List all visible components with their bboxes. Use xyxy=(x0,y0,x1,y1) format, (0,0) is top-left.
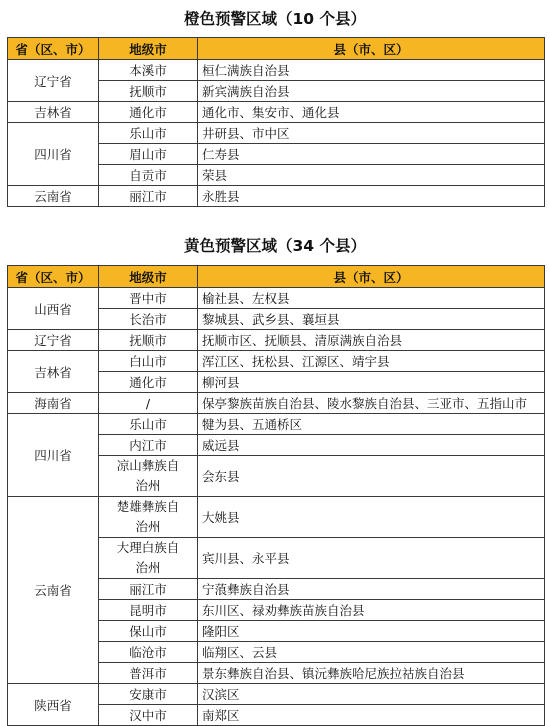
header-province: 省（区、市） xyxy=(8,38,99,60)
yellow-title: 黄色预警区域（34 个县） xyxy=(184,237,366,255)
city-cell: 保山市 xyxy=(99,621,198,642)
city-cell: 凉山彝族自治州 xyxy=(99,456,198,497)
province-cell: 云南省 xyxy=(8,186,99,207)
table-row xyxy=(8,684,545,705)
city-cell: 安康市 xyxy=(99,684,198,705)
table-header-row xyxy=(8,38,545,60)
orange-title: 橙色预警区域（10 个县） xyxy=(184,10,366,28)
city-cell: 眉山市 xyxy=(99,144,198,165)
table-row xyxy=(8,351,545,372)
county-cell: 仁寿县 xyxy=(198,144,545,165)
county-cell: 井研县、市中区 xyxy=(198,123,545,144)
province-cell: 云南省 xyxy=(8,497,99,684)
table-row xyxy=(8,60,545,81)
city-cell: 普洱市 xyxy=(99,663,198,684)
county-cell: 宁蒗彝族自治县 xyxy=(198,579,545,600)
header-county: 县（市、区） xyxy=(198,38,545,60)
header-province: 省（区、市） xyxy=(8,266,99,288)
county-cell: 东川区、禄劝彝族苗族自治县 xyxy=(198,600,545,621)
province-cell: 陕西省 xyxy=(8,684,99,726)
orange-warning-table xyxy=(7,37,545,207)
city-cell: 抚顺市 xyxy=(99,81,198,102)
city-cell: 临沧市 xyxy=(99,642,198,663)
table-row xyxy=(8,123,545,144)
table-row xyxy=(8,497,545,538)
province-cell: 四川省 xyxy=(8,123,99,186)
table-body xyxy=(8,288,545,726)
county-cell: 新宾满族自治县 xyxy=(198,81,545,102)
city-cell: 白山市 xyxy=(99,351,198,372)
header-county: 县（市、区） xyxy=(198,266,545,288)
county-cell: 临翔区、云县 xyxy=(198,642,545,663)
province-cell: 吉林省 xyxy=(8,102,99,123)
county-cell: 保亭黎族苗族自治县、陵水黎族自治县、三亚市、五指山市 xyxy=(198,393,545,414)
city-cell: 抚顺市 xyxy=(99,330,198,351)
county-cell: 柳河县 xyxy=(198,372,545,393)
county-cell: 会东县 xyxy=(198,456,545,497)
header-city: 地级市 xyxy=(99,266,198,288)
province-cell: 山西省 xyxy=(8,288,99,330)
province-cell: 四川省 xyxy=(8,414,99,497)
province-cell: 吉林省 xyxy=(8,351,99,393)
table-row xyxy=(8,102,545,123)
county-cell: 威远县 xyxy=(198,435,545,456)
county-cell: 抚顺市区、抚顺县、清原满族自治县 xyxy=(198,330,545,351)
city-cell: 丽江市 xyxy=(99,579,198,600)
county-cell: 南郑区 xyxy=(198,705,545,726)
table-row xyxy=(8,288,545,309)
province-cell: 辽宁省 xyxy=(8,60,99,102)
header-city: 地级市 xyxy=(99,38,198,60)
city-cell: 汉中市 xyxy=(99,705,198,726)
city-cell: 丽江市 xyxy=(99,186,198,207)
city-cell: 本溪市 xyxy=(99,60,198,81)
city-cell: 乐山市 xyxy=(99,414,198,435)
county-cell: 荣县 xyxy=(198,165,545,186)
province-cell: 海南省 xyxy=(8,393,99,414)
province-cell: 辽宁省 xyxy=(8,330,99,351)
city-cell: 自贡市 xyxy=(99,165,198,186)
yellow-warning-table xyxy=(7,265,545,726)
county-cell: 桓仁满族自治县 xyxy=(198,60,545,81)
county-cell: 汉滨区 xyxy=(198,684,545,705)
city-cell: 楚雄彝族自治州 xyxy=(99,497,198,538)
city-cell: 长治市 xyxy=(99,309,198,330)
county-cell: 黎城县、武乡县、襄垣县 xyxy=(198,309,545,330)
county-cell: 犍为县、五通桥区 xyxy=(198,414,545,435)
county-cell: 榆社县、左权县 xyxy=(198,288,545,309)
county-cell: 永胜县 xyxy=(198,186,545,207)
county-cell: 宾川县、永平县 xyxy=(198,538,545,579)
city-cell: 通化市 xyxy=(99,372,198,393)
table-row xyxy=(8,393,545,414)
table-header-row xyxy=(8,266,545,288)
table-row xyxy=(8,186,545,207)
table-body xyxy=(8,60,545,207)
county-cell: 浑江区、抚松县、江源区、靖宇县 xyxy=(198,351,545,372)
city-cell: 昆明市 xyxy=(99,600,198,621)
city-cell: 乐山市 xyxy=(99,123,198,144)
city-cell: 通化市 xyxy=(99,102,198,123)
county-cell: 隆阳区 xyxy=(198,621,545,642)
county-cell: 景东彝族自治县、镇沅彝族哈尼族拉祜族自治县 xyxy=(198,663,545,684)
county-cell: 大姚县 xyxy=(198,497,545,538)
city-cell: 晋中市 xyxy=(99,288,198,309)
table-row xyxy=(8,414,545,435)
county-cell: 通化市、集安市、通化县 xyxy=(198,102,545,123)
table-row xyxy=(8,330,545,351)
city-cell: / xyxy=(99,393,198,414)
city-cell: 大理白族自治州 xyxy=(99,538,198,579)
city-cell: 内江市 xyxy=(99,435,198,456)
